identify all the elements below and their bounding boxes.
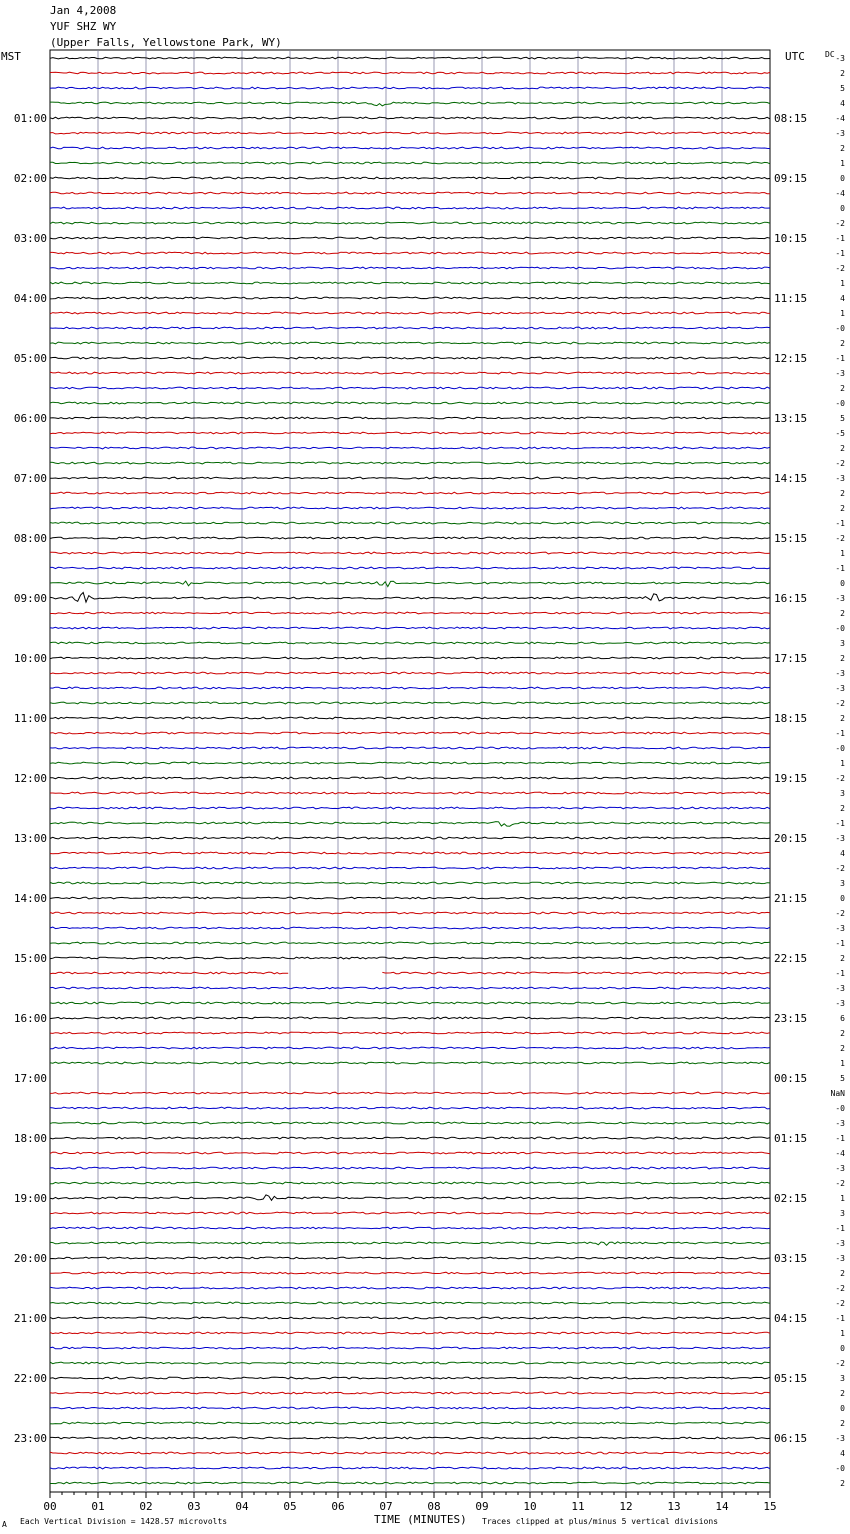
mst-hour-label: 03:00 xyxy=(13,232,47,245)
utc-hour-label: 17:15 xyxy=(774,652,808,665)
dc-offset-label: 4 xyxy=(840,849,845,858)
trace-row xyxy=(50,477,770,479)
utc-hour-label: 21:15 xyxy=(774,892,808,905)
dc-offset-label: -3 xyxy=(835,924,845,933)
trace-row xyxy=(50,1287,770,1289)
trace-row xyxy=(50,1392,770,1394)
dc-offset-label: -3 xyxy=(835,1119,845,1128)
dc-offset-label: 2 xyxy=(840,954,845,963)
trace-row xyxy=(50,882,770,884)
mst-hour-label: 07:00 xyxy=(13,472,47,485)
x-tick-label: 14 xyxy=(715,1500,729,1513)
dc-offset-label: 5 xyxy=(840,84,845,93)
trace-row xyxy=(50,417,770,419)
trace-row xyxy=(50,657,770,659)
trace-row xyxy=(50,732,770,734)
dc-offset-label: 1 xyxy=(840,159,845,168)
trace-row xyxy=(50,1317,770,1319)
x-tick-label: 01 xyxy=(91,1500,105,1513)
trace-row xyxy=(50,627,770,629)
utc-hour-label: 08:15 xyxy=(774,112,808,125)
dc-offset-label: -1 xyxy=(835,819,845,828)
dc-offset-label: -3 xyxy=(835,834,845,843)
dc-offset-nan: NaN xyxy=(830,1089,845,1098)
trace-row xyxy=(50,237,770,239)
dc-offset-label: -1 xyxy=(835,519,845,528)
dc-offset-label: 4 xyxy=(840,99,845,108)
trace-row xyxy=(50,1062,770,1064)
trace-row xyxy=(50,942,770,944)
dc-offset-label: 5 xyxy=(840,1074,845,1083)
dc-offset-label: -0 xyxy=(835,1464,845,1473)
dc-offset-label: 2 xyxy=(840,1479,845,1488)
utc-hour-label: 00:15 xyxy=(774,1072,808,1085)
scale-note: Each Vertical Division = 1428.57 microvolts xyxy=(20,1517,228,1526)
mst-hour-label: 06:00 xyxy=(13,412,47,425)
dc-offset-label: 2 xyxy=(840,654,845,663)
trace-row xyxy=(50,537,770,539)
mst-hour-label: 10:00 xyxy=(13,652,47,665)
trace-row xyxy=(50,672,770,674)
dc-offset-label: 1 xyxy=(840,549,845,558)
trace-row xyxy=(50,252,770,254)
trace-row xyxy=(50,507,770,509)
dc-offset-label: -0 xyxy=(835,324,845,333)
trace-row xyxy=(50,807,770,809)
utc-hour-label: 13:15 xyxy=(774,412,808,425)
dc-offset-label: -2 xyxy=(835,1299,845,1308)
trace-row xyxy=(50,1122,770,1124)
trace-row xyxy=(50,1227,770,1229)
dc-offset-label: -1 xyxy=(835,1314,845,1323)
mst-hour-label: 13:00 xyxy=(13,832,47,845)
dc-offset-label: 2 xyxy=(840,1419,845,1428)
dc-offset-label: -1 xyxy=(835,564,845,573)
x-tick-label: 15 xyxy=(763,1500,777,1513)
dc-offset-label: -1 xyxy=(835,969,845,978)
dc-offset-label: 3 xyxy=(840,1209,845,1218)
dc-offset-label: -2 xyxy=(835,1284,845,1293)
x-tick-label: 06 xyxy=(331,1500,345,1513)
dc-offset-label: 3 xyxy=(840,789,845,798)
dc-offset-title: DC xyxy=(825,50,835,59)
trace-row xyxy=(50,762,770,764)
utc-hour-label: 19:15 xyxy=(774,772,808,785)
station-name: YUF SHZ WY xyxy=(50,20,117,33)
trace-row xyxy=(50,567,770,569)
mst-axis-title: MST xyxy=(1,50,21,63)
trace-row xyxy=(50,222,770,224)
utc-hour-label: 09:15 xyxy=(774,172,808,185)
trace-row xyxy=(50,1257,770,1259)
trace-row xyxy=(50,1092,770,1094)
trace-row xyxy=(50,792,770,794)
utc-hour-label: 06:15 xyxy=(774,1432,808,1445)
mst-hour-label: 20:00 xyxy=(13,1252,47,1265)
utc-hour-label: 11:15 xyxy=(774,292,808,305)
mst-hour-label: 09:00 xyxy=(13,592,47,605)
dc-offset-label: 0 xyxy=(840,204,845,213)
dc-offset-label: 0 xyxy=(840,579,845,588)
trace-row xyxy=(50,1152,770,1154)
dc-offset-label: -2 xyxy=(835,1359,845,1368)
trace-row xyxy=(50,1107,770,1109)
trace-row xyxy=(50,1047,770,1049)
utc-hour-label: 02:15 xyxy=(774,1192,808,1205)
trace-row xyxy=(50,1182,770,1184)
dc-offset-label: -2 xyxy=(835,1179,845,1188)
dc-offset-label: -1 xyxy=(835,939,845,948)
trace-row xyxy=(50,687,770,689)
dc-offset-label: 2 xyxy=(840,489,845,498)
trace-row xyxy=(50,312,770,314)
utc-hour-label: 01:15 xyxy=(774,1132,808,1145)
dc-offset-label: 2 xyxy=(840,1029,845,1038)
dc-offset-label: -0 xyxy=(835,1104,845,1113)
mst-hour-label: 21:00 xyxy=(13,1312,47,1325)
dc-offset-label: -2 xyxy=(835,264,845,273)
trace-row xyxy=(50,1272,770,1274)
trace-row xyxy=(50,102,770,106)
trace-row xyxy=(50,1212,770,1214)
dc-offset-label: -3 xyxy=(835,669,845,678)
dc-offset-label: 0 xyxy=(840,894,845,903)
utc-hour-label: 16:15 xyxy=(774,592,808,605)
trace-row xyxy=(50,1195,770,1200)
dc-offset-label: -3 xyxy=(835,129,845,138)
trace-row xyxy=(50,117,770,119)
mst-hour-label: 23:00 xyxy=(13,1432,47,1445)
dc-offset-label: -2 xyxy=(835,864,845,873)
trace-row xyxy=(50,1302,770,1304)
trace-row xyxy=(50,87,770,89)
utc-hour-label: 10:15 xyxy=(774,232,808,245)
dc-offset-label: 2 xyxy=(840,714,845,723)
dc-offset-label: 2 xyxy=(840,1389,845,1398)
station-location: (Upper Falls, Yellowstone Park, WY) xyxy=(50,36,282,49)
dc-offset-label: -2 xyxy=(835,774,845,783)
dc-offset-label: -1 xyxy=(835,234,845,243)
trace-row xyxy=(50,462,770,464)
trace-row xyxy=(50,57,770,59)
dc-offset-label: -0 xyxy=(835,624,845,633)
dc-offset-label: -2 xyxy=(835,534,845,543)
trace-row xyxy=(50,162,770,164)
dc-offset-label: -3 xyxy=(835,369,845,378)
dc-offset-label: -3 xyxy=(835,474,845,483)
mst-hour-label: 22:00 xyxy=(13,1372,47,1385)
utc-hour-label: 14:15 xyxy=(774,472,808,485)
dc-offset-label: 2 xyxy=(840,339,845,348)
dc-offset-label: -2 xyxy=(835,219,845,228)
trace-row xyxy=(50,837,770,839)
trace-row xyxy=(50,642,770,644)
mst-hour-label: 08:00 xyxy=(13,532,47,545)
trace-row xyxy=(50,777,770,779)
dc-offset-label: 3 xyxy=(840,639,845,648)
trace-row xyxy=(50,1332,770,1334)
x-tick-label: 05 xyxy=(283,1500,297,1513)
trace-row xyxy=(50,327,770,329)
plot-frame xyxy=(50,50,770,1492)
utc-hour-label: 22:15 xyxy=(774,952,808,965)
trace-row xyxy=(50,177,770,179)
trace-row xyxy=(50,432,770,434)
trace-row xyxy=(50,912,770,914)
trace-row xyxy=(50,972,770,974)
trace-row xyxy=(50,1422,770,1424)
mst-hour-label: 15:00 xyxy=(13,952,47,965)
dc-offset-label: 2 xyxy=(840,69,845,78)
dc-offset-label: -3 xyxy=(835,984,845,993)
dc-offset-label: -3 xyxy=(835,1239,845,1248)
trace-row xyxy=(50,207,770,209)
trace-row xyxy=(50,387,770,389)
trace-row xyxy=(50,1437,770,1439)
dc-offset-label: 0 xyxy=(840,174,845,183)
trace-row xyxy=(50,402,770,404)
x-tick-label: 03 xyxy=(187,1500,201,1513)
dc-offset-label: 2 xyxy=(840,1044,845,1053)
utc-axis-title: UTC xyxy=(785,50,805,63)
trace-row xyxy=(50,447,770,449)
mst-hour-label: 16:00 xyxy=(13,1012,47,1025)
x-tick-label: 09 xyxy=(475,1500,489,1513)
dc-offset-label: -1 xyxy=(835,1134,845,1143)
dc-offset-label: 1 xyxy=(840,759,845,768)
trace-row xyxy=(50,581,770,587)
dc-offset-label: 6 xyxy=(840,1014,845,1023)
dc-offset-label: -2 xyxy=(835,909,845,918)
trace-row xyxy=(50,1452,770,1454)
trace-row xyxy=(50,957,770,959)
trace-row xyxy=(50,1347,770,1349)
dc-offset-label: -3 xyxy=(835,594,845,603)
mst-hour-label: 19:00 xyxy=(13,1192,47,1205)
trace-row xyxy=(50,822,770,827)
dc-offset-label: -2 xyxy=(835,699,845,708)
trace-row xyxy=(50,357,770,359)
mst-hour-label: 14:00 xyxy=(13,892,47,905)
mst-hour-label: 02:00 xyxy=(13,172,47,185)
utc-hour-label: 18:15 xyxy=(774,712,808,725)
x-axis-title: TIME (MINUTES) xyxy=(374,1513,467,1526)
mst-hour-label: 05:00 xyxy=(13,352,47,365)
dc-offset-label: 5 xyxy=(840,414,845,423)
trace-row xyxy=(50,717,770,719)
trace-row xyxy=(50,132,770,134)
dc-offset-label: -1 xyxy=(835,729,845,738)
dc-offset-label: 1 xyxy=(840,309,845,318)
trace-row xyxy=(50,593,770,603)
mst-hour-label: 04:00 xyxy=(13,292,47,305)
utc-hour-label: 05:15 xyxy=(774,1372,808,1385)
corner-mark: A xyxy=(2,1520,7,1529)
mst-hour-label: 18:00 xyxy=(13,1132,47,1145)
dc-offset-label: -1 xyxy=(835,354,845,363)
utc-hour-label: 04:15 xyxy=(774,1312,808,1325)
dc-offset-label: 3 xyxy=(840,879,845,888)
dc-offset-label: 1 xyxy=(840,1194,845,1203)
trace-row xyxy=(50,1407,770,1409)
x-tick-label: 00 xyxy=(43,1500,57,1513)
x-tick-label: 02 xyxy=(139,1500,153,1513)
x-tick-label: 10 xyxy=(523,1500,537,1513)
dc-offset-label: 1 xyxy=(840,1059,845,1068)
trace-row xyxy=(50,297,770,299)
dc-offset-label: 4 xyxy=(840,1449,845,1458)
dc-offset-label: -1 xyxy=(835,1224,845,1233)
plot-date: Jan 4,2008 xyxy=(50,4,117,17)
utc-hour-label: 20:15 xyxy=(774,832,808,845)
dc-offset-label: 3 xyxy=(840,1374,845,1383)
dc-offset-label: -3 xyxy=(835,1434,845,1443)
dc-offset-label: -4 xyxy=(835,114,845,123)
trace-row xyxy=(50,867,770,869)
trace-row xyxy=(50,372,770,374)
x-tick-label: 11 xyxy=(571,1500,585,1513)
dc-offset-label: 0 xyxy=(840,1404,845,1413)
dc-offset-label: -0 xyxy=(835,399,845,408)
trace-row xyxy=(50,72,770,74)
trace-row xyxy=(50,927,770,929)
trace-row xyxy=(50,1467,770,1469)
mst-hour-label: 12:00 xyxy=(13,772,47,785)
trace-row xyxy=(50,897,770,899)
trace-row xyxy=(50,147,770,149)
x-tick-label: 13 xyxy=(667,1500,681,1513)
dc-offset-label: -4 xyxy=(835,1149,845,1158)
dc-offset-label: 2 xyxy=(840,444,845,453)
trace-row xyxy=(50,552,770,554)
dc-offset-label: 2 xyxy=(840,504,845,513)
dc-offset-label: 2 xyxy=(840,144,845,153)
x-tick-label: 12 xyxy=(619,1500,633,1513)
trace-row xyxy=(50,267,770,269)
dc-offset-label: -3 xyxy=(835,684,845,693)
x-tick-label: 07 xyxy=(379,1500,393,1513)
utc-hour-label: 12:15 xyxy=(774,352,808,365)
trace-row xyxy=(50,1017,770,1019)
trace-row xyxy=(50,1377,770,1379)
dc-offset-label: -4 xyxy=(835,189,845,198)
dc-offset-label: -3 xyxy=(835,999,845,1008)
trace-row xyxy=(50,747,770,749)
dc-offset-label: -3 xyxy=(835,1254,845,1263)
utc-hour-label: 03:15 xyxy=(774,1252,808,1265)
clip-note: Traces clipped at plus/minus 5 vertical divisions xyxy=(482,1517,719,1526)
dc-offset-label: 2 xyxy=(840,1269,845,1278)
dc-offset-label: 2 xyxy=(840,804,845,813)
dc-offset-label: -3 xyxy=(835,1164,845,1173)
trace-row xyxy=(50,1137,770,1139)
trace-row xyxy=(50,492,770,494)
trace-row xyxy=(50,1482,770,1484)
trace-row xyxy=(50,192,770,194)
trace-row xyxy=(50,1362,770,1364)
trace-row xyxy=(50,702,770,704)
trace-row xyxy=(50,1242,770,1246)
trace-row xyxy=(50,1002,770,1004)
mst-hour-label: 11:00 xyxy=(13,712,47,725)
dc-offset-label: -5 xyxy=(835,429,845,438)
x-tick-label: 04 xyxy=(235,1500,249,1513)
trace-row xyxy=(50,1032,770,1034)
trace-row xyxy=(50,852,770,854)
dc-offset-label: 1 xyxy=(840,1329,845,1338)
utc-hour-label: 15:15 xyxy=(774,532,808,545)
dc-offset-label: -0 xyxy=(835,744,845,753)
utc-hour-label: 23:15 xyxy=(774,1012,808,1025)
trace-row xyxy=(50,987,770,989)
dc-offset-label: 4 xyxy=(840,294,845,303)
dc-offset-label: 1 xyxy=(840,279,845,288)
dc-offset-label: 0 xyxy=(840,1344,845,1353)
dc-offset-label: 2 xyxy=(840,609,845,618)
dc-offset-label: 2 xyxy=(840,384,845,393)
trace-row xyxy=(50,612,770,614)
trace-row xyxy=(50,282,770,284)
x-tick-label: 08 xyxy=(427,1500,441,1513)
dc-offset-label: -3 xyxy=(835,54,845,63)
dc-offset-label: -2 xyxy=(835,459,845,468)
mst-hour-label: 01:00 xyxy=(13,112,47,125)
dc-offset-label: -1 xyxy=(835,249,845,258)
mst-hour-label: 17:00 xyxy=(13,1072,47,1085)
trace-row xyxy=(50,1167,770,1169)
trace-row xyxy=(50,342,770,344)
trace-row xyxy=(50,522,770,524)
